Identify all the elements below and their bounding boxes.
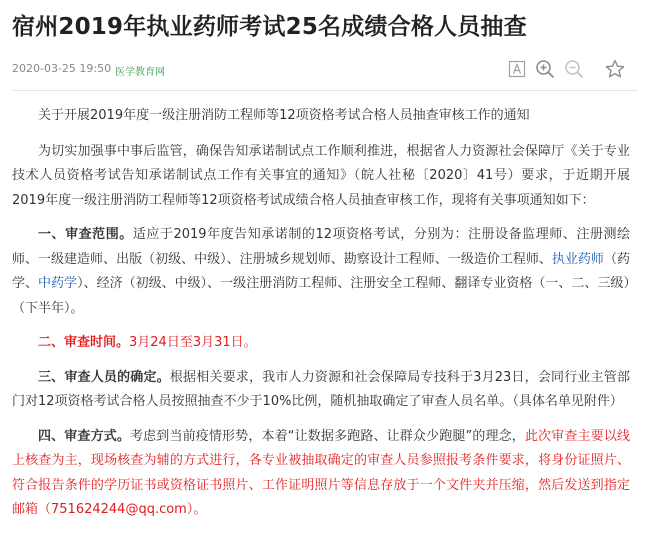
section-2-text: 3月24日至3月31日。 [129,335,257,350]
section-4-highlight: 此次审查主要以线上核查为主，现场核查为辅的方式进行，各专业被抽取确定的审查人员参照报考条件要求，将身份证照片、符合报告条件的学历证书或资格证书照片、工作证明照片等信息存放于一个文件夹并压缩，然后发送到指定邮箱（751624244@qq.com）。 [12,428,630,517]
star-icon[interactable] [604,58,628,82]
link-tcm-pharmacy[interactable]: 中药学 [38,276,78,291]
section-4-text: 考虑到当前疫情形势，本着“让数据多跑路、让群众少跑腿”的理念， [130,428,525,444]
section-1-text-b: （药学、 [12,251,630,291]
zoom-out-icon[interactable] [563,58,587,82]
article-body [12,104,630,533]
section-3-heading: 三、审查人员的确定。 [38,369,170,385]
intro-paragraph: 为切实加强事中事后监管，确保告知承诺制试点工作顺利推进，根据省人力资源社会保障厅《关于专业技术人员资格考试告知承诺制试点工作有关事宜的通知》（皖人社秘〔2020〕41号）要求，于近期开展2019年度一级注册消防工程师等12项资格考试成绩合格人员抽查审核工作，现将有关事项通知如下： [12,143,630,208]
section-1-text: 适应于2019年度告知承诺制的12项资格考试，分别为：注册设备监理师、注册测绘师、一级建造师、出版（初级、中级）、注册城乡规划师、勘察设计工程师、一级造价工程师、 [12,227,630,267]
section-2-paragraph [12,331,630,356]
section-4-heading: 四、审查方式。 [38,428,131,444]
zoom-in-icon[interactable] [534,58,558,82]
header-divider [12,90,638,91]
publish-date: 2020-03-25 19:50 [12,62,112,75]
section-3-text: 根据相关要求，我市人力资源和社会保障局专技科于3月23日，会同行业主管部门对12项资格考试合格人员按照抽查不少于10%比例，随机抽取确定了审查人员名单。（具体名单见附件） [12,369,630,409]
section-2-heading: 二、审查时间。 [38,335,130,350]
section-1-paragraph [12,223,630,321]
notice-subtitle: 关于开展2019年度一级注册消防工程师等12项资格考试合格人员抽查审核工作的通知 [38,108,530,123]
article-meta [12,58,638,82]
section-3-paragraph [12,366,630,415]
font-size-icon[interactable] [506,58,530,82]
link-pharmacist[interactable]: 执业药师 [551,251,604,267]
article-title: 宿州2019年执业药师考试25名成绩合格人员抽查 [12,14,527,40]
source-label[interactable]: 医学教育网 [115,67,165,78]
section-4-paragraph [12,425,630,523]
section-1-text-c: ）、经济（初级、中级）、一级注册消防工程师、注册安全工程师、翻译专业资格（一、二、三级）（下半年）。 [12,276,630,316]
section-1-heading: 一、审查范围。 [38,227,133,242]
